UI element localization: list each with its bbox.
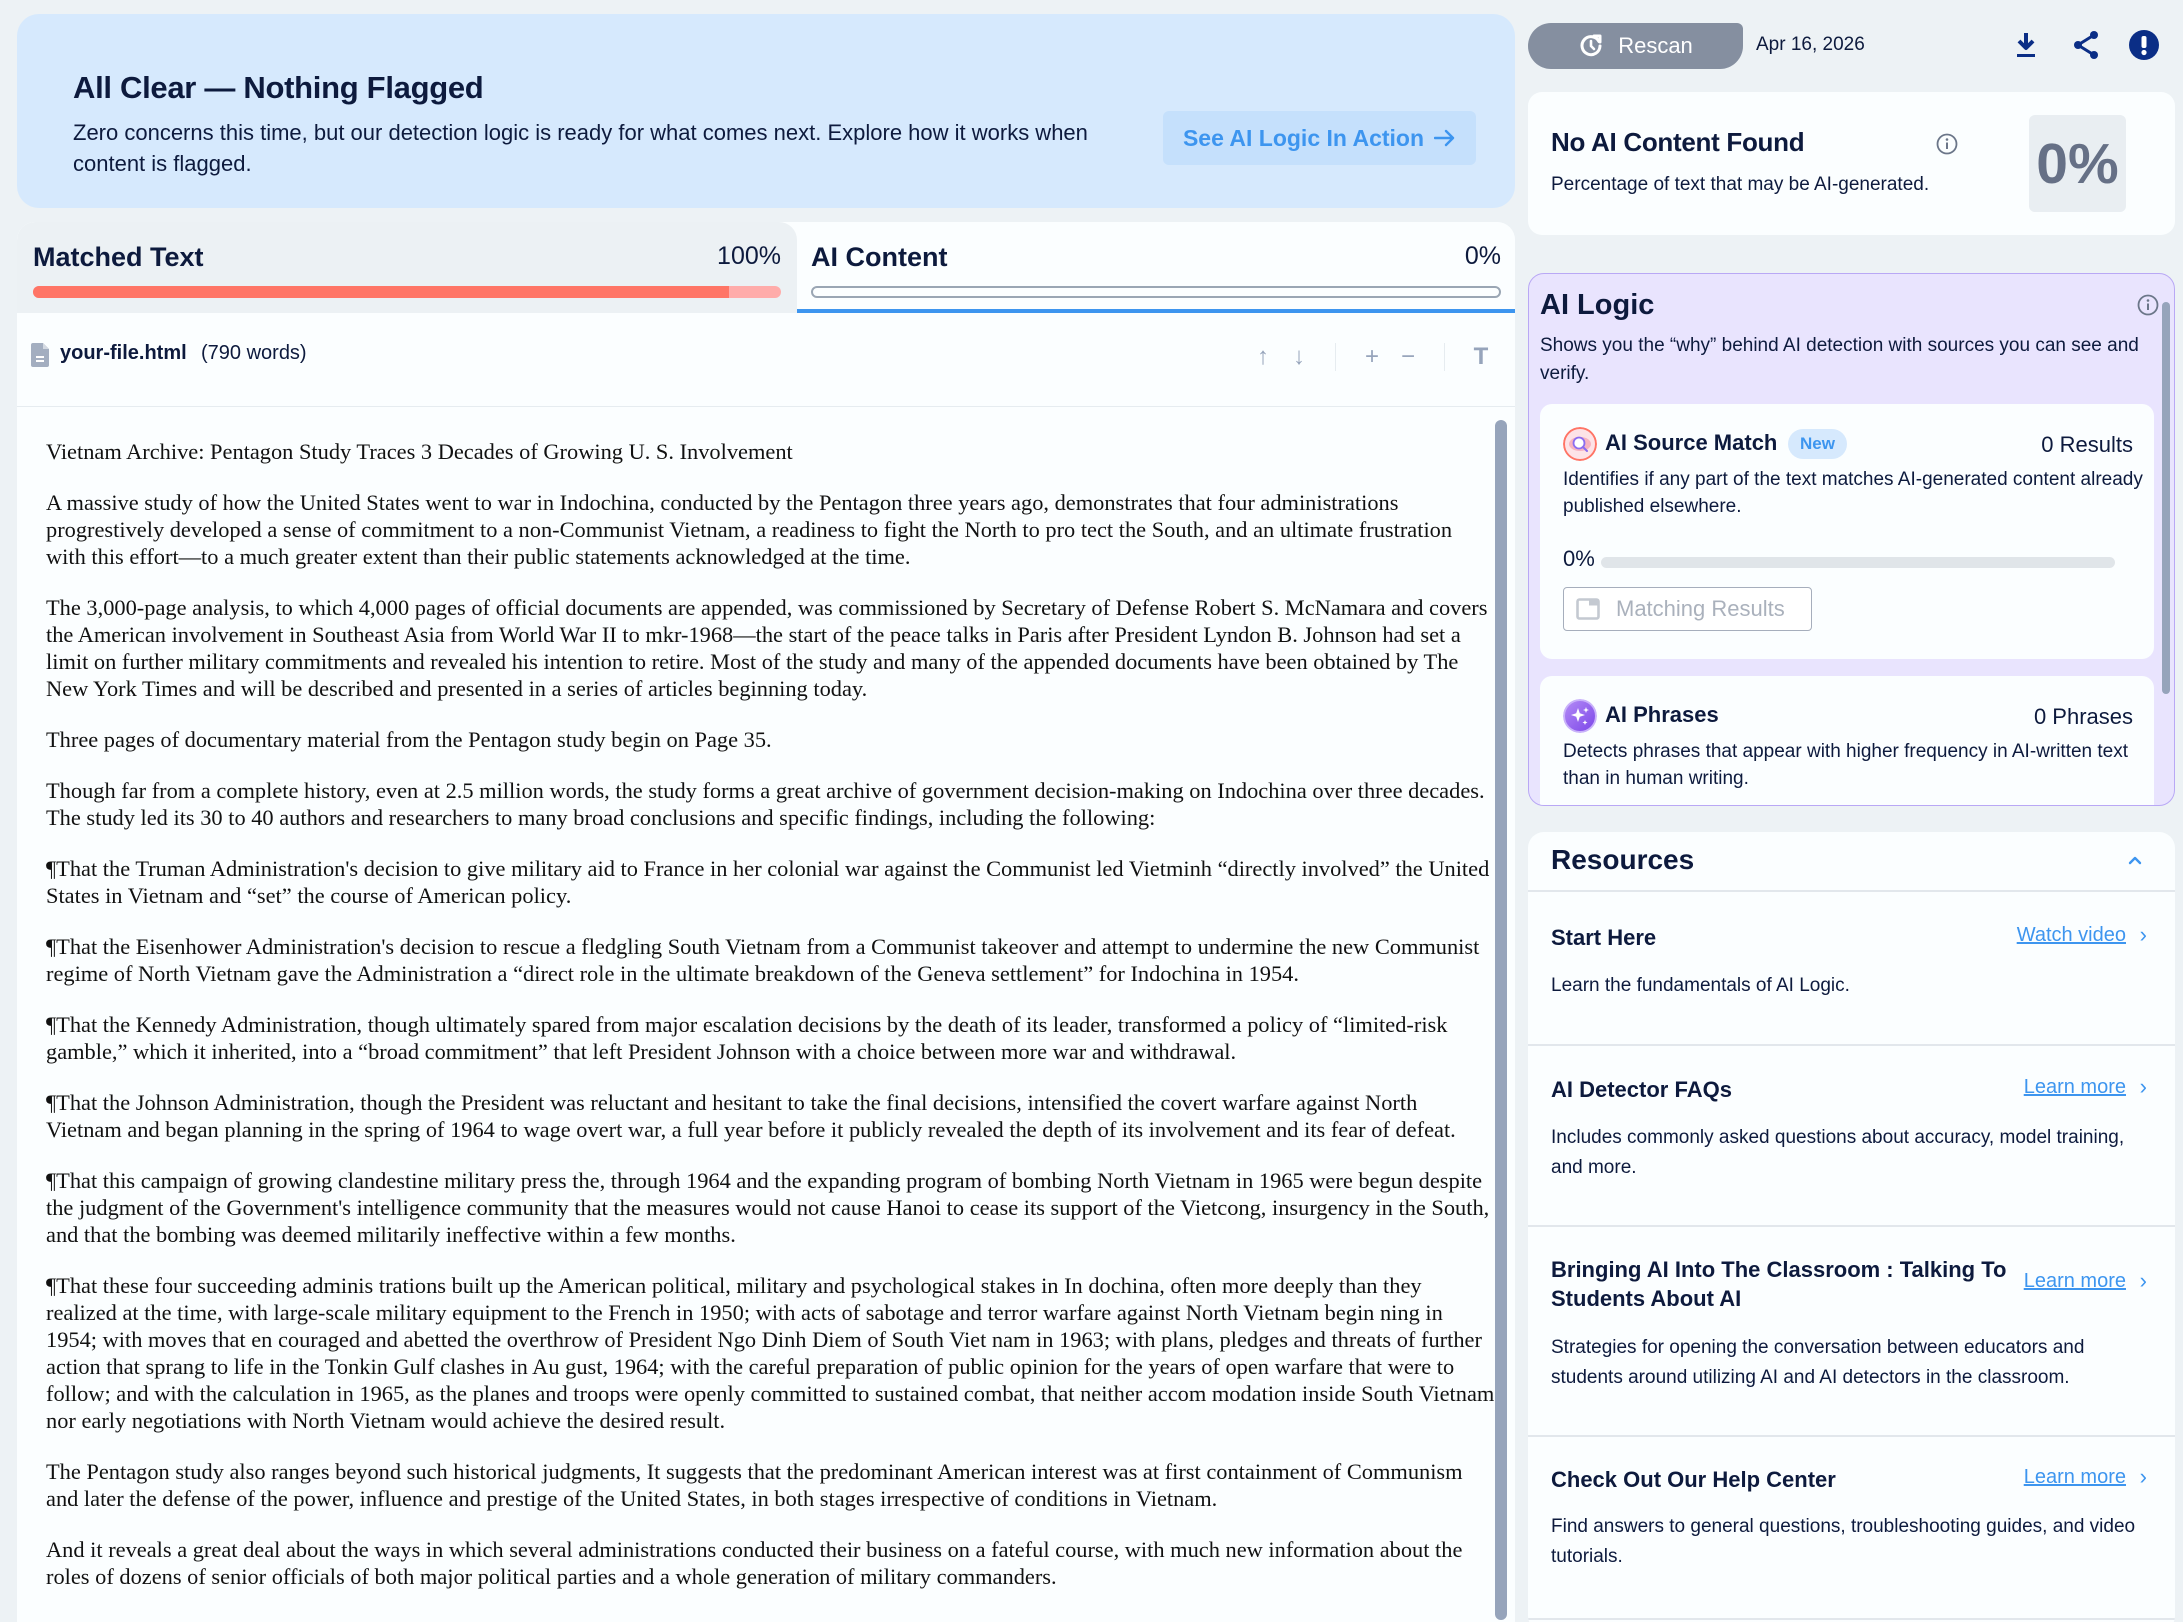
resources-header[interactable] — [1528, 832, 2175, 892]
tab-matched-text-label: Matched Text — [33, 242, 204, 272]
tab-ai-content[interactable] — [797, 222, 1515, 313]
ai-source-match-card — [1540, 404, 2154, 659]
chevron-up-icon[interactable] — [2125, 850, 2145, 870]
resources-title: Resources — [1551, 844, 1695, 875]
resource-item-classroom — [1528, 1227, 2175, 1437]
document-paragraph: The 3,000-page analysis, to which 4,000 pages of official documents are appended, was commissioned by Secretary of Defense Robert S. McNamara and covers the American involvement in Southeast Asia from World War II to mkr-1968—the start of the peace talks in Paris after President Lyndon B. Johnson had set a limit on further military commitments and revealed his intention to retire. Most of the study and many of the appended documents have been obtained by The New York Times and will be described and presented in a series of articles beginning today. — [46, 595, 1488, 701]
matched-text-progress-fill — [33, 286, 729, 298]
rescan-label: Rescan — [1618, 33, 1693, 58]
new-badge: New — [1788, 429, 1847, 459]
document-paragraph: ¶That the Truman Administration's decision to give military aid to France in her colonial war against the Communist led Vietminh “directly involved” the United States in Vietnam and “set” the course of American policy. — [46, 856, 1490, 908]
chevron-right-icon[interactable]: › — [2139, 1464, 2147, 1489]
resource-title: Check Out Our Help Center — [1551, 1467, 1836, 1492]
document-viewer[interactable] — [17, 408, 1515, 1622]
document-panel — [17, 222, 1515, 1622]
resource-description: Learn the fundamentals of AI Logic. — [1551, 975, 1850, 996]
document-heading: Vietnam Archive: Pentagon Study Traces 3 Decades of Growing U. S. Involvement — [46, 439, 793, 464]
document-scrollbar-thumb[interactable] — [1495, 420, 1507, 1620]
banner-description: Zero concerns this time, but our detection logic is ready for what comes next. Explore how it works when content is flagged. — [73, 120, 1088, 176]
minus-icon[interactable]: − — [1400, 343, 1415, 370]
file-name: your-file.html — [60, 342, 187, 364]
text-format-icon[interactable]: T — [1473, 343, 1489, 370]
sparkles-icon — [1563, 699, 1597, 733]
document-paragraph: ¶That this campaign of growing clandestine military press the, through 1964 and the expanding program of bombing North Vietnam in 1965 were begun despite the judgment of the Government's intelligence community that the measures would not cause Hanoi to cease its support of the Vietcong, insurgency in the South, and that the bombing was deemed militarily ineffective within a few months. — [46, 1168, 1490, 1247]
window-icon — [1576, 598, 1600, 620]
document-paragraph: The Pentagon study also ranges beyond such historical judgments, It suggests that the predominant American interest was at first containment of Communism and later the defense of the power, influence and prestige of the United States, in both stages irrespective of conditions in Vietnam. — [46, 1459, 1463, 1511]
learn-more-link[interactable]: Learn more — [2023, 1466, 2126, 1488]
document-toolbar — [1245, 341, 1499, 373]
resource-title: Start Here — [1551, 925, 1657, 950]
ai-source-match-progress — [1601, 557, 2115, 568]
arrow-down-icon[interactable]: ↓ — [1293, 343, 1305, 370]
document-paragraph: A massive study of how the United States went to war in Indochina, conducted by the Pentagon three years ago, demonstrates that four administrations progrestively developed a sense of commitment to a non-Communist Vietnam, a readiness to fight the North to pro tect the South, and an ultimate frustration with this effort—to a much greater extent than their public statements acknowledged at the time. — [46, 490, 1453, 569]
matching-results-label: Matching Results — [1616, 596, 1785, 621]
document-paragraph: ¶That these four succeeding adminis trations built up the American political, military and psychological stakes in In dochina, often more deeply than they realized at the time, with large-scale military equipment to the French in 1950; with acts of sabotage and terror warfare against North Vietnam begin ning in 1954; with moves that en couraged and abetted the overthrow of President Ngo Dinh Diem of South Viet nam in 1963; with plans, pledges and threats of further action that sprang to life in the Tonkin Gulf clashes in Au gust, 1964; with the careful preparation of public opinion for the years of open warfare that were to follow; and with the calculation in 1965, as the planes and troops were openly committed to sustained combat, that neither accom modation inside South Vietnam nor early negotiations with North Vietnam would achieve the desired result. — [46, 1273, 1495, 1433]
ai-source-match-count: 0 Results — [2041, 432, 2133, 457]
info-icon[interactable] — [2137, 294, 2159, 316]
document-paragraph: Three pages of documentary material from the Pentagon study begin on Page 35. — [46, 727, 772, 752]
banner-title: All Clear — Nothing Flagged — [73, 70, 484, 105]
ai-content-progress — [811, 286, 1501, 298]
document-text — [46, 438, 1496, 1614]
matched-text-progress — [33, 286, 781, 298]
resource-item-start-here — [1528, 894, 2175, 1046]
ai-percent-value: 0% — [2029, 115, 2126, 212]
scan-date: Apr 16, 2026 — [1756, 34, 1865, 55]
file-header — [17, 313, 1515, 407]
resource-description: Find answers to general questions, troubleshooting guides, and video tutorials. — [1551, 1516, 2136, 1567]
toolbar-divider — [1444, 343, 1445, 371]
resource-title: Bringing AI Into The Classroom : Talking To Students About AI — [1551, 1257, 2007, 1311]
watch-video-link[interactable]: Watch video — [2016, 924, 2126, 946]
rescan-icon — [1578, 33, 1604, 59]
arrow-right-icon — [1434, 129, 1456, 147]
ai-logic-description: Shows you the “why” behind AI detection with sources you can see and verify. — [1540, 335, 2139, 384]
document-paragraph: Though far from a complete history, even at 2.5 million words, the study forms a great archive of government decision-making on Indochina over three decades. The study led its 30 to 40 authors and researchers to many broad conclusions and specific findings, including the following: — [46, 778, 1485, 830]
ai-phrases-title: AI Phrases — [1605, 702, 1719, 727]
ai-source-match-description: Identifies if any part of the text matches AI-generated content already published elsewhere. — [1563, 469, 2143, 517]
resources-panel — [1528, 832, 2175, 1622]
document-paragraph: ¶That the Kennedy Administration, though ultimately spared from major escalation decisions by the death of its leader, transformed a policy of “limited-risk gamble,” which it inherited, into a “broad commitment” that left President Johnson with a choice between more war and withdrawal. — [46, 1012, 1448, 1064]
ai-summary-card — [1528, 92, 2175, 235]
ai-phrases-description: Detects phrases that appear with higher frequency in AI-written text than in human writing. — [1563, 741, 2129, 789]
ai-source-match-title: AI Source Match — [1605, 430, 1778, 455]
alert-icon[interactable] — [2128, 28, 2160, 62]
see-ai-logic-button[interactable] — [1163, 111, 1476, 165]
ai-phrases-count: 0 Phrases — [2033, 704, 2133, 729]
resource-description: Strategies for opening the conversation between educators and students around utilizing AI and AI detectors in the classroom. — [1551, 1337, 2085, 1388]
ai-source-match-icon — [1563, 427, 1597, 461]
ai-summary-description: Percentage of text that may be AI-generated. — [1551, 174, 1930, 195]
document-paragraph: ¶That the Eisenhower Administration's decision to rescue a fledgling South Vietnam from a Communist takeover and attempt to undermine the new Communist regime of North Vietnam gave the Administration a “direct role in the ultimate breakdown of the Geneva settlement” for Indochina in 1954. — [46, 934, 1480, 986]
document-paragraph: ¶That the Johnson Administration, though the President was reluctant and hesitant to take the final decisions, intensified the covert warfare against North Vietnam and began planning in the spring of 1964 to wage overt war, a full year before it publicly revealed the depth of its involvement and its fear of defeat. — [46, 1090, 1456, 1142]
file-icon — [31, 343, 49, 367]
all-clear-banner — [17, 14, 1515, 208]
info-icon[interactable] — [1936, 133, 1958, 155]
ai-phrases-card — [1540, 676, 2154, 806]
chevron-right-icon[interactable]: › — [2139, 1268, 2147, 1293]
matching-results-button[interactable] — [1563, 587, 1812, 631]
learn-more-link[interactable]: Learn more — [2023, 1076, 2126, 1098]
rescan-button[interactable] — [1528, 23, 1743, 69]
ai-source-match-percent: 0% — [1563, 546, 1595, 571]
resource-title: AI Detector FAQs — [1551, 1077, 1732, 1102]
tab-ai-content-percent: 0% — [1464, 242, 1501, 270]
tab-matched-text-percent: 100% — [717, 242, 781, 270]
document-paragraph: And it reveals a great deal about the ways in which several administrations conducted their business on a fateful course, with much new information about the roles of dozens of senior officials of both major political parties and a whole generation of military commanders. — [46, 1537, 1463, 1589]
tab-ai-content-label: AI Content — [811, 242, 948, 272]
ai-logic-panel — [1528, 273, 2175, 806]
resource-item-help-center — [1528, 1437, 2175, 1620]
arrow-up-icon[interactable]: ↑ — [1257, 343, 1269, 370]
resource-item-faqs — [1528, 1046, 2175, 1227]
download-icon[interactable] — [2010, 28, 2042, 62]
learn-more-link[interactable]: Learn more — [2023, 1270, 2126, 1292]
see-ai-logic-label: See AI Logic In Action — [1182, 124, 1425, 151]
tab-matched-text[interactable] — [17, 222, 797, 313]
document-scrollbar[interactable] — [1495, 420, 1507, 1622]
share-icon[interactable] — [2070, 28, 2102, 62]
plus-icon[interactable]: + — [1364, 343, 1379, 370]
chevron-right-icon[interactable]: › — [2139, 922, 2147, 947]
ai-logic-scrollbar[interactable] — [2162, 302, 2170, 694]
ai-summary-title: No AI Content Found — [1551, 127, 1805, 157]
ai-logic-title: AI Logic — [1540, 289, 1655, 321]
toolbar-divider — [1335, 343, 1336, 371]
word-count: (790 words) — [201, 342, 307, 364]
chevron-right-icon[interactable]: › — [2139, 1074, 2147, 1099]
resource-description: Includes commonly asked questions about accuracy, model training, and more. — [1551, 1127, 2125, 1178]
